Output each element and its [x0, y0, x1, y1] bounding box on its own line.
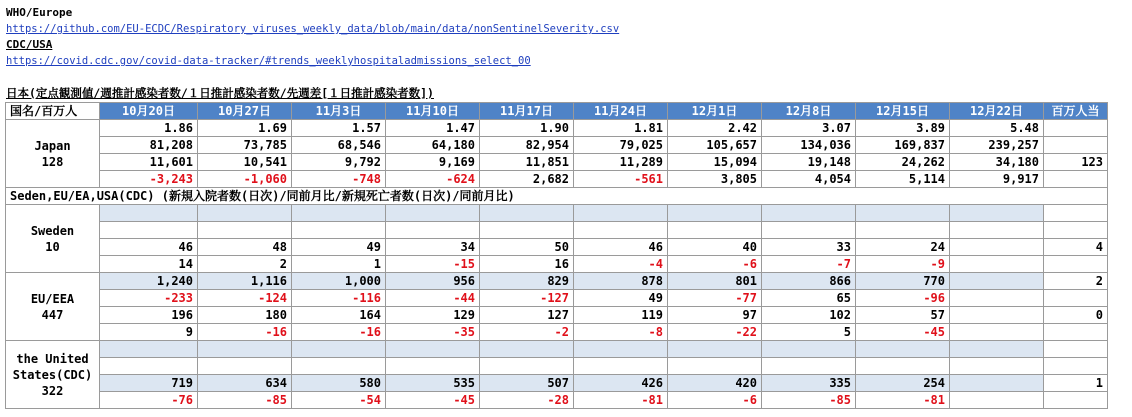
- per-million-cell: [1044, 137, 1108, 154]
- japan-country-label: [6, 120, 100, 188]
- table-cell: 50: [480, 239, 574, 256]
- country-population: 322: [41, 383, 64, 398]
- per-million-cell: [1044, 392, 1108, 409]
- table-cell: -561: [574, 171, 668, 188]
- table-cell: -81: [856, 392, 950, 409]
- table-cell: [386, 222, 480, 239]
- table-cell: [480, 358, 574, 375]
- table-cell: [950, 307, 1044, 324]
- table-cell: 79,025: [574, 137, 668, 154]
- table-cell: -6: [668, 256, 762, 273]
- table-cell: 878: [574, 273, 668, 290]
- table-cell: [762, 205, 856, 222]
- table-cell: 2: [198, 256, 292, 273]
- table-cell: -77: [668, 290, 762, 307]
- per-million-header: 百万人当: [1044, 103, 1108, 120]
- per-million-cell: [1044, 222, 1108, 239]
- table-cell: [950, 375, 1044, 392]
- table-cell: 180: [198, 307, 292, 324]
- table-cell: [856, 341, 950, 358]
- country-name: Japan: [34, 138, 71, 153]
- table-cell: -8: [574, 324, 668, 341]
- table-cell: 40: [668, 239, 762, 256]
- table-cell: 48: [198, 239, 292, 256]
- table-cell: 19,148: [762, 154, 856, 171]
- cdc-usa-label: CDC/USA: [6, 38, 53, 51]
- table-cell: [668, 358, 762, 375]
- table-cell: 3,805: [668, 171, 762, 188]
- table-row: [6, 256, 1108, 273]
- per-million-cell: [1044, 205, 1108, 222]
- table-cell: 1.57: [292, 120, 386, 137]
- table-cell: -7: [762, 256, 856, 273]
- table-cell: -116: [292, 290, 386, 307]
- table-cell: -45: [856, 324, 950, 341]
- table-cell: 11,289: [574, 154, 668, 171]
- table-cell: -127: [480, 290, 574, 307]
- table-cell: [668, 222, 762, 239]
- table-cell: [668, 341, 762, 358]
- table-cell: 801: [668, 273, 762, 290]
- table-cell: [950, 205, 1044, 222]
- table-cell: 81,208: [100, 137, 198, 154]
- per-million-cell: [1044, 358, 1108, 375]
- table-cell: [198, 358, 292, 375]
- date-header: 12月8日: [762, 103, 856, 120]
- table-cell: 1: [292, 256, 386, 273]
- per-million-cell: [1044, 324, 1108, 341]
- table-cell: 164: [292, 307, 386, 324]
- table-cell: 2,682: [480, 171, 574, 188]
- table-cell: -44: [386, 290, 480, 307]
- table-cell: 9: [100, 324, 198, 341]
- table-cell: [292, 341, 386, 358]
- per-million-cell: [1044, 171, 1108, 188]
- table-cell: 866: [762, 273, 856, 290]
- table-row: [6, 222, 1108, 239]
- date-header: 12月15日: [856, 103, 950, 120]
- table-cell: 829: [480, 273, 574, 290]
- table-cell: 1.47: [386, 120, 480, 137]
- sweden-country-label: [6, 205, 100, 273]
- table-cell: [950, 392, 1044, 409]
- table-cell: 5,114: [856, 171, 950, 188]
- table-row: [6, 307, 1108, 324]
- table-row: [6, 324, 1108, 341]
- table-cell: 97: [668, 307, 762, 324]
- per-million-cell: 0: [1044, 307, 1108, 324]
- table-cell: 5.48: [950, 120, 1044, 137]
- table-row: [6, 290, 1108, 307]
- table-cell: [480, 222, 574, 239]
- table-cell: 34,180: [950, 154, 1044, 171]
- table-cell: 634: [198, 375, 292, 392]
- table-cell: 1.90: [480, 120, 574, 137]
- table-cell: -28: [480, 392, 574, 409]
- table-cell: -85: [762, 392, 856, 409]
- table-cell: 119: [574, 307, 668, 324]
- table-cell: [950, 290, 1044, 307]
- country-population: 447: [41, 307, 64, 322]
- table-cell: -6: [668, 392, 762, 409]
- usa-country-label: [6, 341, 100, 409]
- section2-title: Seden,EU/EA,USA(CDC) (新規入院者数(日次)/同前月比/新規死亡者数(日次)/同前月比): [6, 188, 1108, 205]
- table-cell: [762, 358, 856, 375]
- table-cell: [198, 341, 292, 358]
- table-cell: 770: [856, 273, 950, 290]
- table-cell: 14: [100, 256, 198, 273]
- per-million-cell: [1044, 120, 1108, 137]
- table-cell: [762, 341, 856, 358]
- table-cell: [856, 205, 950, 222]
- table-cell: 102: [762, 307, 856, 324]
- table-cell: [100, 222, 198, 239]
- table-cell: 127: [480, 307, 574, 324]
- table-cell: 956: [386, 273, 480, 290]
- table-row: [6, 120, 1108, 137]
- table-cell: -233: [100, 290, 198, 307]
- table-cell: 9,917: [950, 171, 1044, 188]
- table-cell: 5: [762, 324, 856, 341]
- table-cell: -76: [100, 392, 198, 409]
- table-cell: 65: [762, 290, 856, 307]
- table-cell: [856, 358, 950, 375]
- country-name: EU/EEA: [30, 291, 75, 306]
- table-cell: [198, 205, 292, 222]
- table-cell: 1.81: [574, 120, 668, 137]
- table-cell: 46: [574, 239, 668, 256]
- table-cell: 49: [292, 239, 386, 256]
- table-cell: 507: [480, 375, 574, 392]
- table-cell: -748: [292, 171, 386, 188]
- table-row: [6, 375, 1108, 392]
- date-header: 10月20日: [100, 103, 198, 120]
- table-cell: -81: [574, 392, 668, 409]
- header-row: [6, 103, 1108, 120]
- table-cell: 239,257: [950, 137, 1044, 154]
- table-cell: 73,785: [198, 137, 292, 154]
- table-cell: 129: [386, 307, 480, 324]
- table-cell: [950, 358, 1044, 375]
- table-cell: [480, 341, 574, 358]
- table-cell: 9,169: [386, 154, 480, 171]
- table-cell: [762, 222, 856, 239]
- date-header: 11月10日: [386, 103, 480, 120]
- table-row: [6, 154, 1108, 171]
- table-cell: [950, 239, 1044, 256]
- table-cell: 196: [100, 307, 198, 324]
- who-europe-link[interactable]: https://github.com/EU-ECDC/Respiratory_viruses_weekly_data/blob/main/data/nonSentinelSeverity.csv: [6, 23, 620, 35]
- table-cell: [950, 273, 1044, 290]
- table-cell: 1.69: [198, 120, 292, 137]
- table-cell: 49: [574, 290, 668, 307]
- table-cell: 3.07: [762, 120, 856, 137]
- per-million-cell: [1044, 341, 1108, 358]
- table-cell: -124: [198, 290, 292, 307]
- table-cell: -96: [856, 290, 950, 307]
- table-cell: 10,541: [198, 154, 292, 171]
- date-header: 11月3日: [292, 103, 386, 120]
- per-million-cell: 2: [1044, 273, 1108, 290]
- who-europe-label: WHO/Europe: [6, 6, 73, 19]
- table-cell: [950, 324, 1044, 341]
- date-header: 12月22日: [950, 103, 1044, 120]
- date-header: 11月17日: [480, 103, 574, 120]
- table-cell: [100, 358, 198, 375]
- table-cell: 68,546: [292, 137, 386, 154]
- table-cell: 335: [762, 375, 856, 392]
- table-cell: 24: [856, 239, 950, 256]
- table-cell: [100, 205, 198, 222]
- table-cell: [198, 222, 292, 239]
- table-row: [6, 392, 1108, 409]
- country-name: Sweden: [30, 223, 75, 238]
- table-cell: -54: [292, 392, 386, 409]
- table-cell: [574, 341, 668, 358]
- country-name: the United: [16, 351, 89, 366]
- table-cell: 82,954: [480, 137, 574, 154]
- table-cell: [292, 358, 386, 375]
- per-million-cell: [1044, 290, 1108, 307]
- per-million-cell: 1: [1044, 375, 1108, 392]
- data-table: [5, 102, 1108, 409]
- date-header: 10月27日: [198, 103, 292, 120]
- table-cell: 1,000: [292, 273, 386, 290]
- table-cell: 426: [574, 375, 668, 392]
- table-cell: -9: [856, 256, 950, 273]
- table-cell: [574, 358, 668, 375]
- table-cell: 15,094: [668, 154, 762, 171]
- table-cell: [574, 222, 668, 239]
- table-cell: [386, 358, 480, 375]
- table-cell: -16: [292, 324, 386, 341]
- date-header: 12月1日: [668, 103, 762, 120]
- table-cell: 64,180: [386, 137, 480, 154]
- table-cell: [100, 341, 198, 358]
- table-cell: 2.42: [668, 120, 762, 137]
- country-population: 128: [41, 154, 64, 169]
- table-row: [6, 358, 1108, 375]
- table-row: [6, 239, 1108, 256]
- table-cell: 24,262: [856, 154, 950, 171]
- table-cell: 134,036: [762, 137, 856, 154]
- table-cell: 33: [762, 239, 856, 256]
- table-cell: [668, 205, 762, 222]
- table-cell: -15: [386, 256, 480, 273]
- table-cell: -4: [574, 256, 668, 273]
- table-cell: [950, 256, 1044, 273]
- table-cell: [574, 205, 668, 222]
- table-cell: [292, 205, 386, 222]
- table-cell: -85: [198, 392, 292, 409]
- table-cell: -16: [198, 324, 292, 341]
- table-cell: -45: [386, 392, 480, 409]
- table-cell: 4,054: [762, 171, 856, 188]
- table-row: [6, 205, 1108, 222]
- table-cell: 719: [100, 375, 198, 392]
- table-cell: [292, 222, 386, 239]
- table-cell: [856, 222, 950, 239]
- table-cell: -35: [386, 324, 480, 341]
- table-cell: [950, 222, 1044, 239]
- table-cell: -3,243: [100, 171, 198, 188]
- table-cell: -1,060: [198, 171, 292, 188]
- japan-section-title: 日本(定点観測値/週推計感染者数/１日推計感染者数/先週差[１日推計感染者数]): [6, 86, 434, 100]
- table-row: [6, 273, 1108, 290]
- table-cell: 16: [480, 256, 574, 273]
- table-cell: 11,851: [480, 154, 574, 171]
- table-cell: -2: [480, 324, 574, 341]
- table-cell: [386, 205, 480, 222]
- table-cell: 3.89: [856, 120, 950, 137]
- table-cell: 1,116: [198, 273, 292, 290]
- cdc-usa-link[interactable]: https://covid.cdc.gov/covid-data-tracker/#trends_weeklyhospitaladmissions_select_00: [6, 55, 531, 67]
- table-cell: 420: [668, 375, 762, 392]
- table-cell: 46: [100, 239, 198, 256]
- table-cell: 105,657: [668, 137, 762, 154]
- per-million-cell: 123: [1044, 154, 1108, 171]
- eu-country-label: [6, 273, 100, 341]
- per-million-cell: 4: [1044, 239, 1108, 256]
- table-row: [6, 171, 1108, 188]
- table-cell: 535: [386, 375, 480, 392]
- per-million-cell: [1044, 256, 1108, 273]
- section-title-row: [6, 188, 1108, 205]
- table-cell: [386, 341, 480, 358]
- country-population: 10: [45, 239, 60, 254]
- table-cell: -624: [386, 171, 480, 188]
- table-cell: 254: [856, 375, 950, 392]
- table-cell: 9,792: [292, 154, 386, 171]
- table-cell: [950, 341, 1044, 358]
- table-row: [6, 137, 1108, 154]
- country-name: States(CDC): [12, 367, 93, 382]
- table-cell: 11,601: [100, 154, 198, 171]
- table-cell: 1,240: [100, 273, 198, 290]
- table-cell: -22: [668, 324, 762, 341]
- table-cell: 1.86: [100, 120, 198, 137]
- table-cell: 34: [386, 239, 480, 256]
- corner-label: 国名/百万人: [6, 103, 100, 120]
- table-row: [6, 341, 1108, 358]
- table-cell: 580: [292, 375, 386, 392]
- table-cell: 169,837: [856, 137, 950, 154]
- table-cell: [480, 205, 574, 222]
- table-cell: 57: [856, 307, 950, 324]
- date-header: 11月24日: [574, 103, 668, 120]
